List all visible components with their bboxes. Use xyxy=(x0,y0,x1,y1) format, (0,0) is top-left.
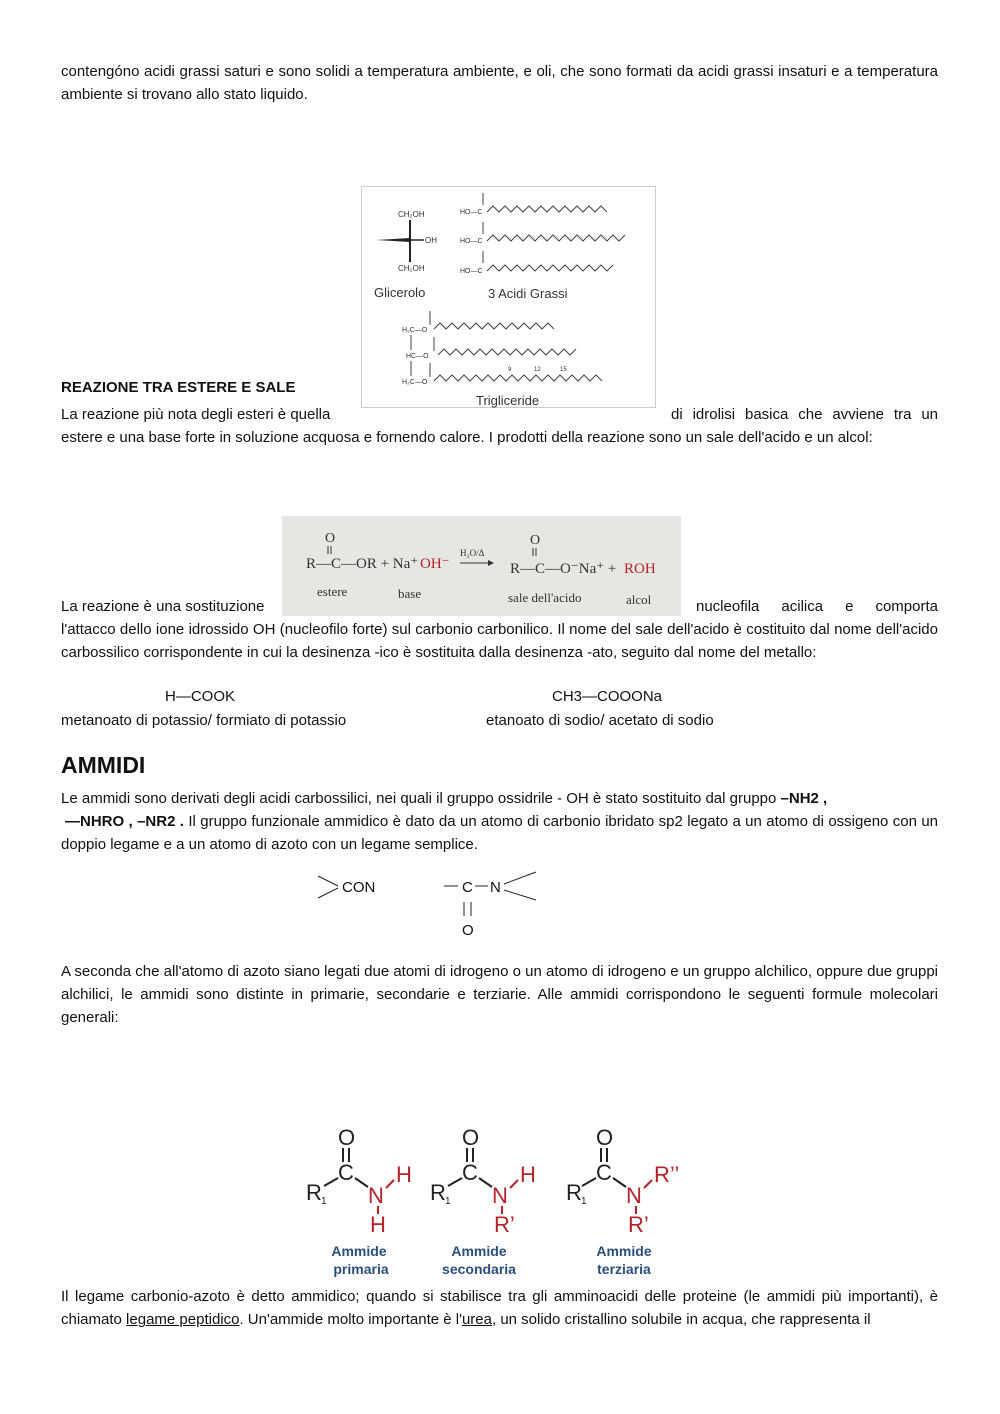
ammidi-text-a: Le ammidi sono derivati degli acidi carbossilici, nei quali il gruppo ossidrile - OH è stato sostituito dal gruppo xyxy=(61,790,781,807)
legame-text-b: . Un'ammide molto importante è l' xyxy=(239,1311,462,1328)
tg-chain-2 xyxy=(438,349,576,355)
sec-h: H xyxy=(520,1162,536,1187)
ter-o: O xyxy=(596,1125,614,1150)
tg-chain-3 xyxy=(434,375,602,381)
reazione-line1-left: La reazione più nota degli esteri è quella xyxy=(61,406,331,423)
tg-pos-12: 12 xyxy=(534,367,541,373)
product-formula: R—C—O⁻Na⁺ + xyxy=(510,561,617,577)
amides-diagram xyxy=(298,1120,698,1280)
name-potassium: metanoato di potassio/ formiato di potassio xyxy=(61,712,347,729)
sostituzione-line1-right xyxy=(696,595,938,618)
reazione-heading: REAZIONE TRA ESTERE E SALE xyxy=(61,379,296,396)
tg-h2c-bottom: H₂C—O xyxy=(402,379,428,386)
sostituzione-line1-left: La reazione è una sostituzione xyxy=(61,598,265,615)
terziaria-label1: Ammide xyxy=(596,1243,652,1259)
classi-paragraph: A seconda che all'atomo di azoto siano legati due atomi di idrogeno o un atomo di idrogeno e un gruppo alchilico, oppure due gruppi alchilici, le ammidi sono distinte in primarie, secondarie e terziarie. Alle ammidi corrispondono le seguenti formule molecolari generali: xyxy=(61,963,938,1026)
acid3-head: HO—C xyxy=(460,268,483,275)
ammidi-text-b: Il gruppo funzionale ammidico è dato da un atomo di carbonio ibridato sp2 legato a un atomo di ossigeno con un doppio legame e a un atomo di azoto con un legame semplice. xyxy=(61,813,939,853)
acid1-head: HO—C xyxy=(460,209,483,216)
reaction-conditions: H₂O/Δ xyxy=(460,548,485,558)
sec-c: C xyxy=(462,1160,478,1185)
tg-pos-9: 9 xyxy=(508,367,512,373)
reazione-line1-right: di idrolisi basica che avviene tra un xyxy=(671,406,938,423)
prim-o: O xyxy=(338,1125,356,1150)
group-c: C xyxy=(462,879,473,896)
formula-potassium: H—COOK xyxy=(165,688,236,705)
ammide-primaria-structure xyxy=(306,1125,412,1237)
amides-figure xyxy=(298,1120,698,1280)
sostituzione-paragraph: l'attacco dello ione idrossido OH (nucleofilo forte) sul carbonio carbonilico. Il nome del sale dell'acido è costituito dal nome dell'acido carbossilico corrispondente in cui la desinenza -ico è sostituita dalla desinenza -ato, seguito dal nome del metallo: xyxy=(61,621,938,661)
acid3-chain xyxy=(487,265,613,271)
tg-hc: HC—O xyxy=(406,353,429,360)
sec-r: R xyxy=(430,1180,446,1205)
group-n: N xyxy=(490,879,501,896)
estere-label: estere xyxy=(317,584,348,599)
prim-h1: H xyxy=(396,1162,412,1187)
glycerol-ch2oh-bottom: CH₂OH xyxy=(398,264,425,273)
tg-h2c-top: H₂C—O xyxy=(402,327,428,334)
prim-h2: H xyxy=(370,1212,386,1237)
ammide-secondaria-structure xyxy=(430,1125,536,1237)
acid1-chain xyxy=(487,206,607,212)
ter-rdouble: R’’ xyxy=(654,1162,680,1187)
name-sodium: etanoato di sodio/ acetato di sodio xyxy=(486,712,714,729)
acid2-chain xyxy=(487,235,625,241)
ter-r-sub: 1 xyxy=(581,1196,587,1207)
primaria-label2: primaria xyxy=(333,1261,389,1277)
acid2-head: HO—C xyxy=(460,238,483,245)
trigliceride-label: Trigliceride xyxy=(476,393,540,408)
ammidi-heading: AMMIDI xyxy=(61,752,146,778)
sec-rprime: R’ xyxy=(494,1212,515,1237)
reazione-line2: estere e una base forte in soluzione acquosa e fornendo calore. I prodotti della reazione sono un sale dell'acido e un alcol: xyxy=(61,429,873,446)
functional-group-diagram xyxy=(312,868,552,940)
legame-text-c: , un solido cristallino solubile in acqua, che rappresenta il xyxy=(491,1311,871,1328)
ammidi-paragraph-rest xyxy=(61,810,938,856)
base-label: base xyxy=(398,586,422,601)
legame-paragraph xyxy=(61,1285,938,1331)
reactant-o: O xyxy=(325,531,336,546)
product-o: O xyxy=(530,533,541,548)
ammide-terziaria-structure xyxy=(566,1125,679,1237)
glycerol-ch2oh-top: CH₂OH xyxy=(398,210,425,219)
tg-pos-15: 15 xyxy=(560,367,567,373)
glycerol-h-wedge xyxy=(376,238,410,242)
intro-paragraph: contengóno acidi grassi saturi e sono solidi a temperatura ambiente, e oli, che sono formati da acidi grassi insaturi e a temperatura ambiente si trovano allo stato liquido. xyxy=(61,63,938,103)
secondaria-label2: secondaria xyxy=(442,1261,516,1277)
reaction-figure xyxy=(282,516,681,616)
glycerol-oh: OH xyxy=(425,236,437,245)
con-label: CON xyxy=(342,879,376,896)
secondaria-label1: Ammide xyxy=(451,1243,507,1259)
prim-r-sub: 1 xyxy=(321,1196,327,1207)
triglyceride-figure xyxy=(361,186,656,408)
primaria-label1: Ammide xyxy=(331,1243,387,1259)
sec-r-sub: 1 xyxy=(445,1196,451,1207)
word-nucleofila: nucleofila xyxy=(696,598,760,615)
reaction-diagram xyxy=(282,516,681,616)
group-o: O xyxy=(462,922,474,939)
ammidi-nh2: –NH2 , xyxy=(780,790,828,807)
legame-text-a: Il legame carbonio-azoto è detto ammidico; quando si stabilisce tra gli amminoacidi delle proteine (le ammidi più importanti), è chiamato xyxy=(61,1288,938,1328)
ter-n: N xyxy=(626,1183,642,1208)
sec-o: O xyxy=(462,1125,480,1150)
amide-functional-group xyxy=(312,868,552,940)
tg-chain-1 xyxy=(434,323,554,329)
prim-r: R xyxy=(306,1180,322,1205)
word-e: e xyxy=(845,598,854,615)
legame-peptidico-link[interactable]: legame peptidico xyxy=(126,1311,240,1328)
urea-link[interactable]: urea xyxy=(461,1311,492,1328)
sec-n: N xyxy=(492,1183,508,1208)
formula-sodium: CH3—COOONa xyxy=(552,688,663,705)
ter-rprime: R’ xyxy=(628,1212,649,1237)
hydroxide: OH⁻ xyxy=(420,556,450,572)
sale-label: sale dell'acido xyxy=(508,590,582,605)
ter-c: C xyxy=(596,1160,612,1185)
ammidi-nhro: —NHRO , –NR2 . xyxy=(65,813,184,830)
word-acilica: acilica xyxy=(781,598,824,615)
terziaria-label2: terziaria xyxy=(597,1261,651,1277)
reactant-formula: R—C—OR + Na⁺ xyxy=(306,556,419,572)
alcohol-product: ROH xyxy=(624,561,656,577)
acidi-grassi-label: 3 Acidi Grassi xyxy=(488,286,568,301)
glicerolo-label: Glicerolo xyxy=(374,285,426,300)
triglyceride-diagram xyxy=(362,187,657,409)
word-comporta: comporta xyxy=(875,598,938,615)
ter-r: R xyxy=(566,1180,582,1205)
prim-n: N xyxy=(368,1183,384,1208)
prim-c: C xyxy=(338,1160,354,1185)
ammidi-paragraph-line1 xyxy=(61,787,938,810)
alcol-label: alcol xyxy=(626,592,652,607)
